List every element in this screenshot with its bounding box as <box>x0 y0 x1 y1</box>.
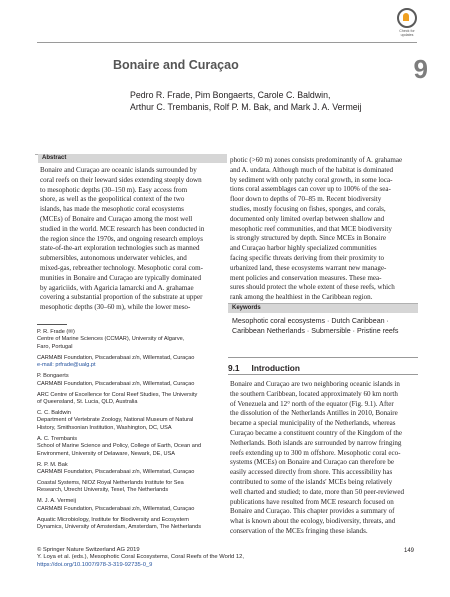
affiliation-line: CARMABI Foundation, Piscaderabaai z/n, Willemstad, Curaçao <box>37 469 195 476</box>
affiliation-line: Aquatic Microbiology, Institute for Biodiversity and Ecosystem <box>37 516 189 523</box>
abstract-line: shore, as well as the geopolitical context of the two <box>40 195 185 204</box>
body-line: Curaçao became a constituent country of the Kingdom of the <box>230 428 403 437</box>
body-line: Netherlands. Both islands are surrounded by narrow fringing <box>230 438 402 447</box>
keywords-label: Keywords <box>228 304 418 313</box>
affiliation-line: C. C. Baldwin <box>37 410 71 417</box>
abstract-line: (MCEs) of Bonaire and Curaçao among the most well <box>40 214 193 223</box>
body-line: of Venezuela and 12° north of the equator (Fig. 9.1). After <box>230 399 394 408</box>
body-line: what is known about the ecology, biodiversity, threats, and <box>230 517 396 526</box>
section-rule <box>228 357 418 358</box>
affiliation-rule <box>37 324 67 325</box>
section-body <box>230 380 415 537</box>
abstract-line: mesophotic reef communities, and that MCE biodiversity <box>230 224 392 233</box>
abstract-line: ment policies and conservation measures. These mea- <box>230 273 382 282</box>
affiliation-line: Environment, University of Delaware, Newark, DE, USA <box>37 450 176 457</box>
chapter-number: 9 <box>413 54 428 84</box>
affiliation-line: CARMABI Foundation, Piscaderabaai z/n, Willemstad, Curaçao <box>37 380 195 387</box>
abstract-line: state-of-the-art exploration technologies such as manned <box>40 244 200 253</box>
body-line: systems (MCEs) on Bonaire and Curaçao can therefore be <box>230 458 394 467</box>
body-line: Bonaire and Curaçao. This chapter provides a summary of <box>230 507 395 516</box>
abstract-line: by sediment with only patchy coral growth, in some loca- <box>230 175 393 184</box>
abstract-line: submersibles, autonomous underwater vehicles, and <box>40 254 187 263</box>
affiliation-block <box>37 329 225 351</box>
author-list <box>130 89 410 113</box>
abstract-line: and A. undata. Although much of the habitat is dominated <box>230 165 394 174</box>
affiliation-block <box>37 436 225 458</box>
affiliation-line: Coastal Systems, NIOZ Royal Netherlands Institute for Sea <box>37 480 184 487</box>
keywords-text <box>232 316 417 336</box>
abstract-line: covering a substantial proportion of the substrate at upper <box>40 293 203 302</box>
body-line: easily accessed directly from shore. This accessibility has <box>230 468 393 477</box>
affiliation-line: CARMABI Foundation, Piscaderabaai z/n, Willemstad, Curaçao <box>37 354 195 361</box>
keywords-line: Caribbean Netherlands · Submersible · Pristine reefs <box>232 327 399 335</box>
affiliations <box>37 329 225 535</box>
abstract-line: coral reefs on their leeward sides extending steeply down <box>40 175 202 184</box>
affiliation-block <box>37 410 225 432</box>
crossmark-label-line: Check for <box>399 29 415 33</box>
abstract-text <box>40 166 220 313</box>
affiliation-line: P. Bongaerts <box>37 373 69 380</box>
affiliation-block <box>37 462 225 477</box>
affiliation-block <box>37 355 225 370</box>
abstract-line: islands, has made the mesophotic coral ecosystems <box>40 205 184 214</box>
body-line: publications have resulted from MCE research focused on <box>230 497 394 506</box>
abstract-line: and Curaçao harbor highly specialized communities <box>230 244 377 253</box>
abstract-line: documented only limited overlap between shallow and <box>230 214 385 223</box>
check-for-updates-badge[interactable] <box>393 8 421 38</box>
doi-link[interactable]: https://doi.org/10.1007/978-3-319-92735-0_9 <box>37 561 153 568</box>
body-line: well charted and studied; to date, more than 50 peer-reviewed <box>230 487 405 496</box>
abstract-continuation <box>230 156 415 303</box>
footer <box>37 547 287 569</box>
affiliation-line: Department of Vertebrate Zoology, National Museum of Natural <box>37 417 194 424</box>
body-line: conservation of the MCEs fringing these islands. <box>230 526 368 535</box>
body-line: became a special municipality of the Netherlands, whereas <box>230 419 396 428</box>
crossmark-label-line: updates <box>400 33 414 37</box>
abstract-line: Bonaire and Curaçao are oceanic islands surrounded by <box>40 166 197 174</box>
affiliation-line: of Queensland, St. Lucia, QLD, Australia <box>37 399 138 406</box>
copyright-line: © Springer Nature Switzerland AG 2019 <box>37 547 140 553</box>
abstract-line: urbanized land, these ecosystems warrant new manage- <box>230 263 387 272</box>
header-rule <box>37 42 417 43</box>
affiliation-line: M. J. A. Vermeij <box>37 498 76 505</box>
abstract-line: is strongly structured by depth. Since MCEs in Bonaire <box>230 234 386 243</box>
abstract-line: tions coral assemblages can cover up to 100% of the sea- <box>230 185 391 194</box>
affiliation-block <box>37 392 225 407</box>
affiliation-line: Faro, Portugal <box>37 343 73 350</box>
abstract-line: facing specific threats deriving from their proximity to <box>230 253 385 262</box>
body-line: contributed to some of the islands' MCEs being relatively <box>230 477 393 486</box>
abstract-line: mixed-gas, rebreather technology. Mesophotic coral com- <box>40 263 203 272</box>
abstract-line: munities in Bonaire and Curaçao are typically dominated <box>40 273 202 282</box>
abstract-line: photic (>60 m) zones consists predominantly of A. grahamae <box>230 156 403 164</box>
crossmark-icon <box>397 8 417 28</box>
abstract-line: studies, mostly focusing on fishes, sponges, and corals, <box>230 204 386 213</box>
body-line: the dissolution of the Netherlands Antilles in 2010, Bonaire <box>230 409 398 418</box>
affiliation-line: A. C. Trembanis <box>37 435 78 442</box>
affiliation-line: R. P. M. Bak <box>37 461 68 468</box>
abstract-line: studied in the world. MCE research has been conducted in <box>40 224 205 233</box>
affiliation-line: School of Marine Science and Policy, College of Earth, Ocean and <box>37 443 202 450</box>
affiliation-line: History, Smithsonian Institution, Washington, DC, USA <box>37 424 172 431</box>
affiliation-block <box>37 480 225 495</box>
affiliation-line: Research, Utrecht University, Texel, The Netherlands <box>37 487 169 494</box>
body-line: Bonaire and Curaçao are two neighboring oceanic islands in <box>230 380 400 388</box>
abstract-line: mesophotic depths (30–60 m), while the lower meso- <box>40 303 191 312</box>
author-line: Pedro R. Frade, Pim Bongaerts, Carole C. Baldwin, <box>130 90 331 100</box>
affiliation-line: Centre of Marine Sciences (CCMAR), University of Algarve, <box>37 336 185 343</box>
section-rule <box>228 374 418 375</box>
section-heading <box>228 363 300 373</box>
body-line: reefs extending up to 300 m offshore. Mesophotic coral eco- <box>230 448 401 457</box>
abstract-line: by agariciids, with Agaricia lamarcki and A. grahamae <box>40 283 194 292</box>
body-line: the southern Caribbean, located approximately 60 km north <box>230 389 398 398</box>
abstract-line: the region since the 1970s, and ongoing research employs <box>40 234 204 243</box>
abstract-label: Abstract <box>38 154 227 163</box>
abstract-line: sures should protect the whole extent of these reefs, which <box>230 283 395 292</box>
affiliation-block <box>37 498 225 513</box>
crossmark-label <box>393 29 421 37</box>
page-number: 149 <box>404 548 415 554</box>
affiliation-block <box>37 517 225 532</box>
author-line: Arthur C. Trembanis, Rolf P. M. Bak, and Mark J. A. Vermeij <box>130 102 362 113</box>
abstract-line: floor down to depths of 70–85 m. Recent biodiversity <box>230 195 382 204</box>
email-link[interactable]: e-mail: prfrade@ualg.pt <box>37 362 96 369</box>
abstract-line: rank among the healthiest in the Caribbean region. <box>230 293 373 302</box>
keywords-line: Mesophotic coral ecosystems · Dutch Caribbean · <box>232 317 389 325</box>
affiliation-block <box>37 373 225 388</box>
citation-line: Y. Loya et al. (eds.), Mesophotic Coral Ecosystems, Coral Reefs of the World 12, <box>37 554 244 561</box>
section-number: 9.1 <box>228 363 240 373</box>
affiliation-line: Dynamics, University of Amsterdam, Amsterdam, The Netherlands <box>37 524 202 531</box>
affiliation-line: CARMABI Foundation, Piscaderabaai z/n, Willemstad, Curaçao <box>37 505 195 512</box>
section-title: Introduction <box>251 363 300 373</box>
affiliation-line: P. R. Frade (✉) <box>37 329 75 335</box>
abstract-line: to mesophotic depths (30–150 m). Easy access from <box>40 185 188 194</box>
affiliation-line: ARC Centre of Excellence for Coral Reef Studies, The University <box>37 391 198 398</box>
chapter-title: Bonaire and Curaçao <box>113 58 239 72</box>
